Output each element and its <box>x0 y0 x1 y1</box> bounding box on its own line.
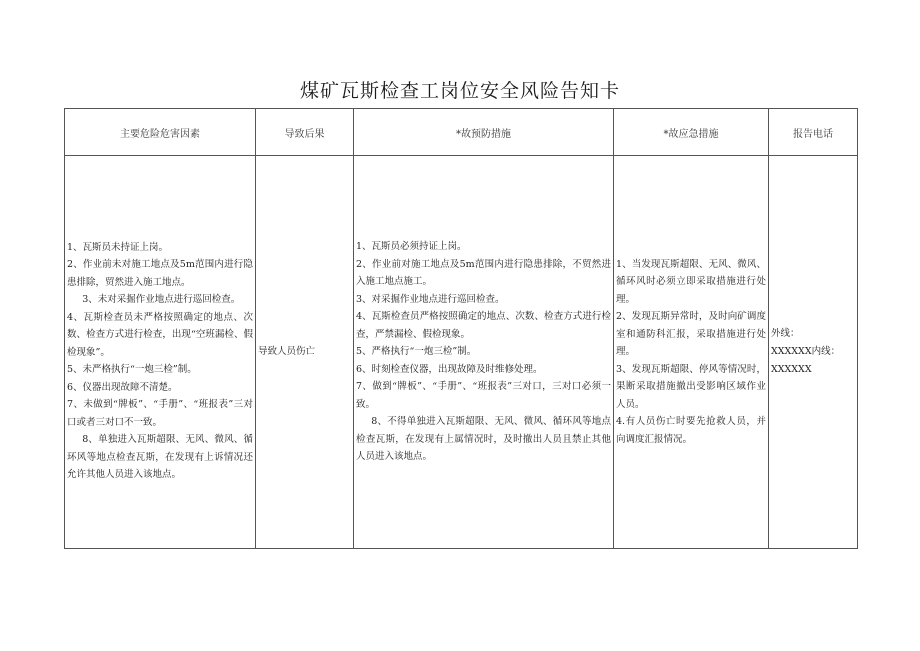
phone-cell <box>769 156 858 549</box>
hazards-cell <box>65 156 256 549</box>
table-header-row <box>65 109 858 156</box>
phone-internal-value: XXXXXX <box>771 364 812 375</box>
consequence-cell: 导致人员伤亡 <box>256 156 354 549</box>
header-hazards: 主要危险危害因素 <box>65 109 256 156</box>
prevention-item: 3、对采掘作业地点进行巡回检查。 <box>356 293 505 305</box>
hazard-item: 1、瓦斯员未持证上岗。 <box>67 241 169 253</box>
hazard-item: 2、作业前未对施工地点及5m范围内进行隐患排除，贸然进入施工地点。 <box>67 259 253 288</box>
prevention-item: 4、瓦斯检查员严格按照确定的地点、次数、检查方式进行检查，严禁漏检、假检现象。 <box>356 311 611 340</box>
prevention-cell <box>354 156 614 549</box>
hazard-item: 6、仪器出现故障不清楚。 <box>67 381 178 393</box>
emergency-item: 4.有人员伤亡时要先抢救人员，并向调度汇报情况。 <box>616 416 766 445</box>
header-prevention: *故预防措施 <box>354 109 614 156</box>
prevention-item: 6、时刻检查仪器，出现故障及时维修处理。 <box>356 363 543 375</box>
emergency-item: 1、当发现瓦斯超限、无风、微风、循环风时必须立即采取措施进行处理。 <box>616 258 766 305</box>
header-consequence: 导致后果 <box>256 109 354 156</box>
prevention-item: 7、做到“牌板”、“手册”、“班报表”三对口，三对口必须一致。 <box>356 381 611 410</box>
hazard-item: 3、未对采掘作业地点进行巡回检查。 <box>82 294 241 305</box>
emergency-item: 3、发现瓦斯超限、停风等情况时，果断采取措施撤出受影响区域作业人员。 <box>616 363 766 410</box>
risk-card-table <box>64 108 858 549</box>
prevention-item: 8、不得单独进入瓦斯超限、无风、微风、循环风等地点检查瓦斯，在发现有上属情况时，及时撤出人员且禁止其他人员进入该地点。 <box>356 416 611 463</box>
table-row <box>65 156 858 549</box>
prevention-item: 5、严格执行“一炮三检”制。 <box>356 346 477 358</box>
header-emergency: *故应急措施 <box>614 109 769 156</box>
phone-internal-label: XXXXXX内线： <box>771 346 841 357</box>
emergency-cell <box>614 156 769 549</box>
phone-external-label: 外线： <box>771 328 800 339</box>
hazard-item: 7、未做到“牌板”、“手册”、“班报表”三对口或者三对口不一致。 <box>67 399 253 428</box>
page-title: 煤矿瓦斯检查工岗位安全风险告知卡 <box>299 80 620 102</box>
hazard-item: 8、单独进入瓦斯超限、无风、微风、循环风等地点检查瓦斯，在发现有上诉情况还允许其他人员进入该地点。 <box>67 434 253 480</box>
prevention-item: 2、作业前对施工地点及5m范围内进行隐患排除，不贸然进入施工地点施工。 <box>356 258 611 288</box>
prevention-item: 1、瓦斯员必须持证上岗。 <box>356 241 467 253</box>
header-phone: 报告电话 <box>769 109 858 156</box>
emergency-item: 2、发现瓦斯异常时，及时向矿调度室和通防科汇报，采取措施进行处理。 <box>616 311 766 358</box>
hazard-item: 5、未严格执行“一炮三检”制。 <box>67 364 197 375</box>
hazard-item: 4、瓦斯检查员未严格按照确定的地点、次数、检查方式进行检查，出现“空班漏检、假检现象”。 <box>67 311 253 358</box>
